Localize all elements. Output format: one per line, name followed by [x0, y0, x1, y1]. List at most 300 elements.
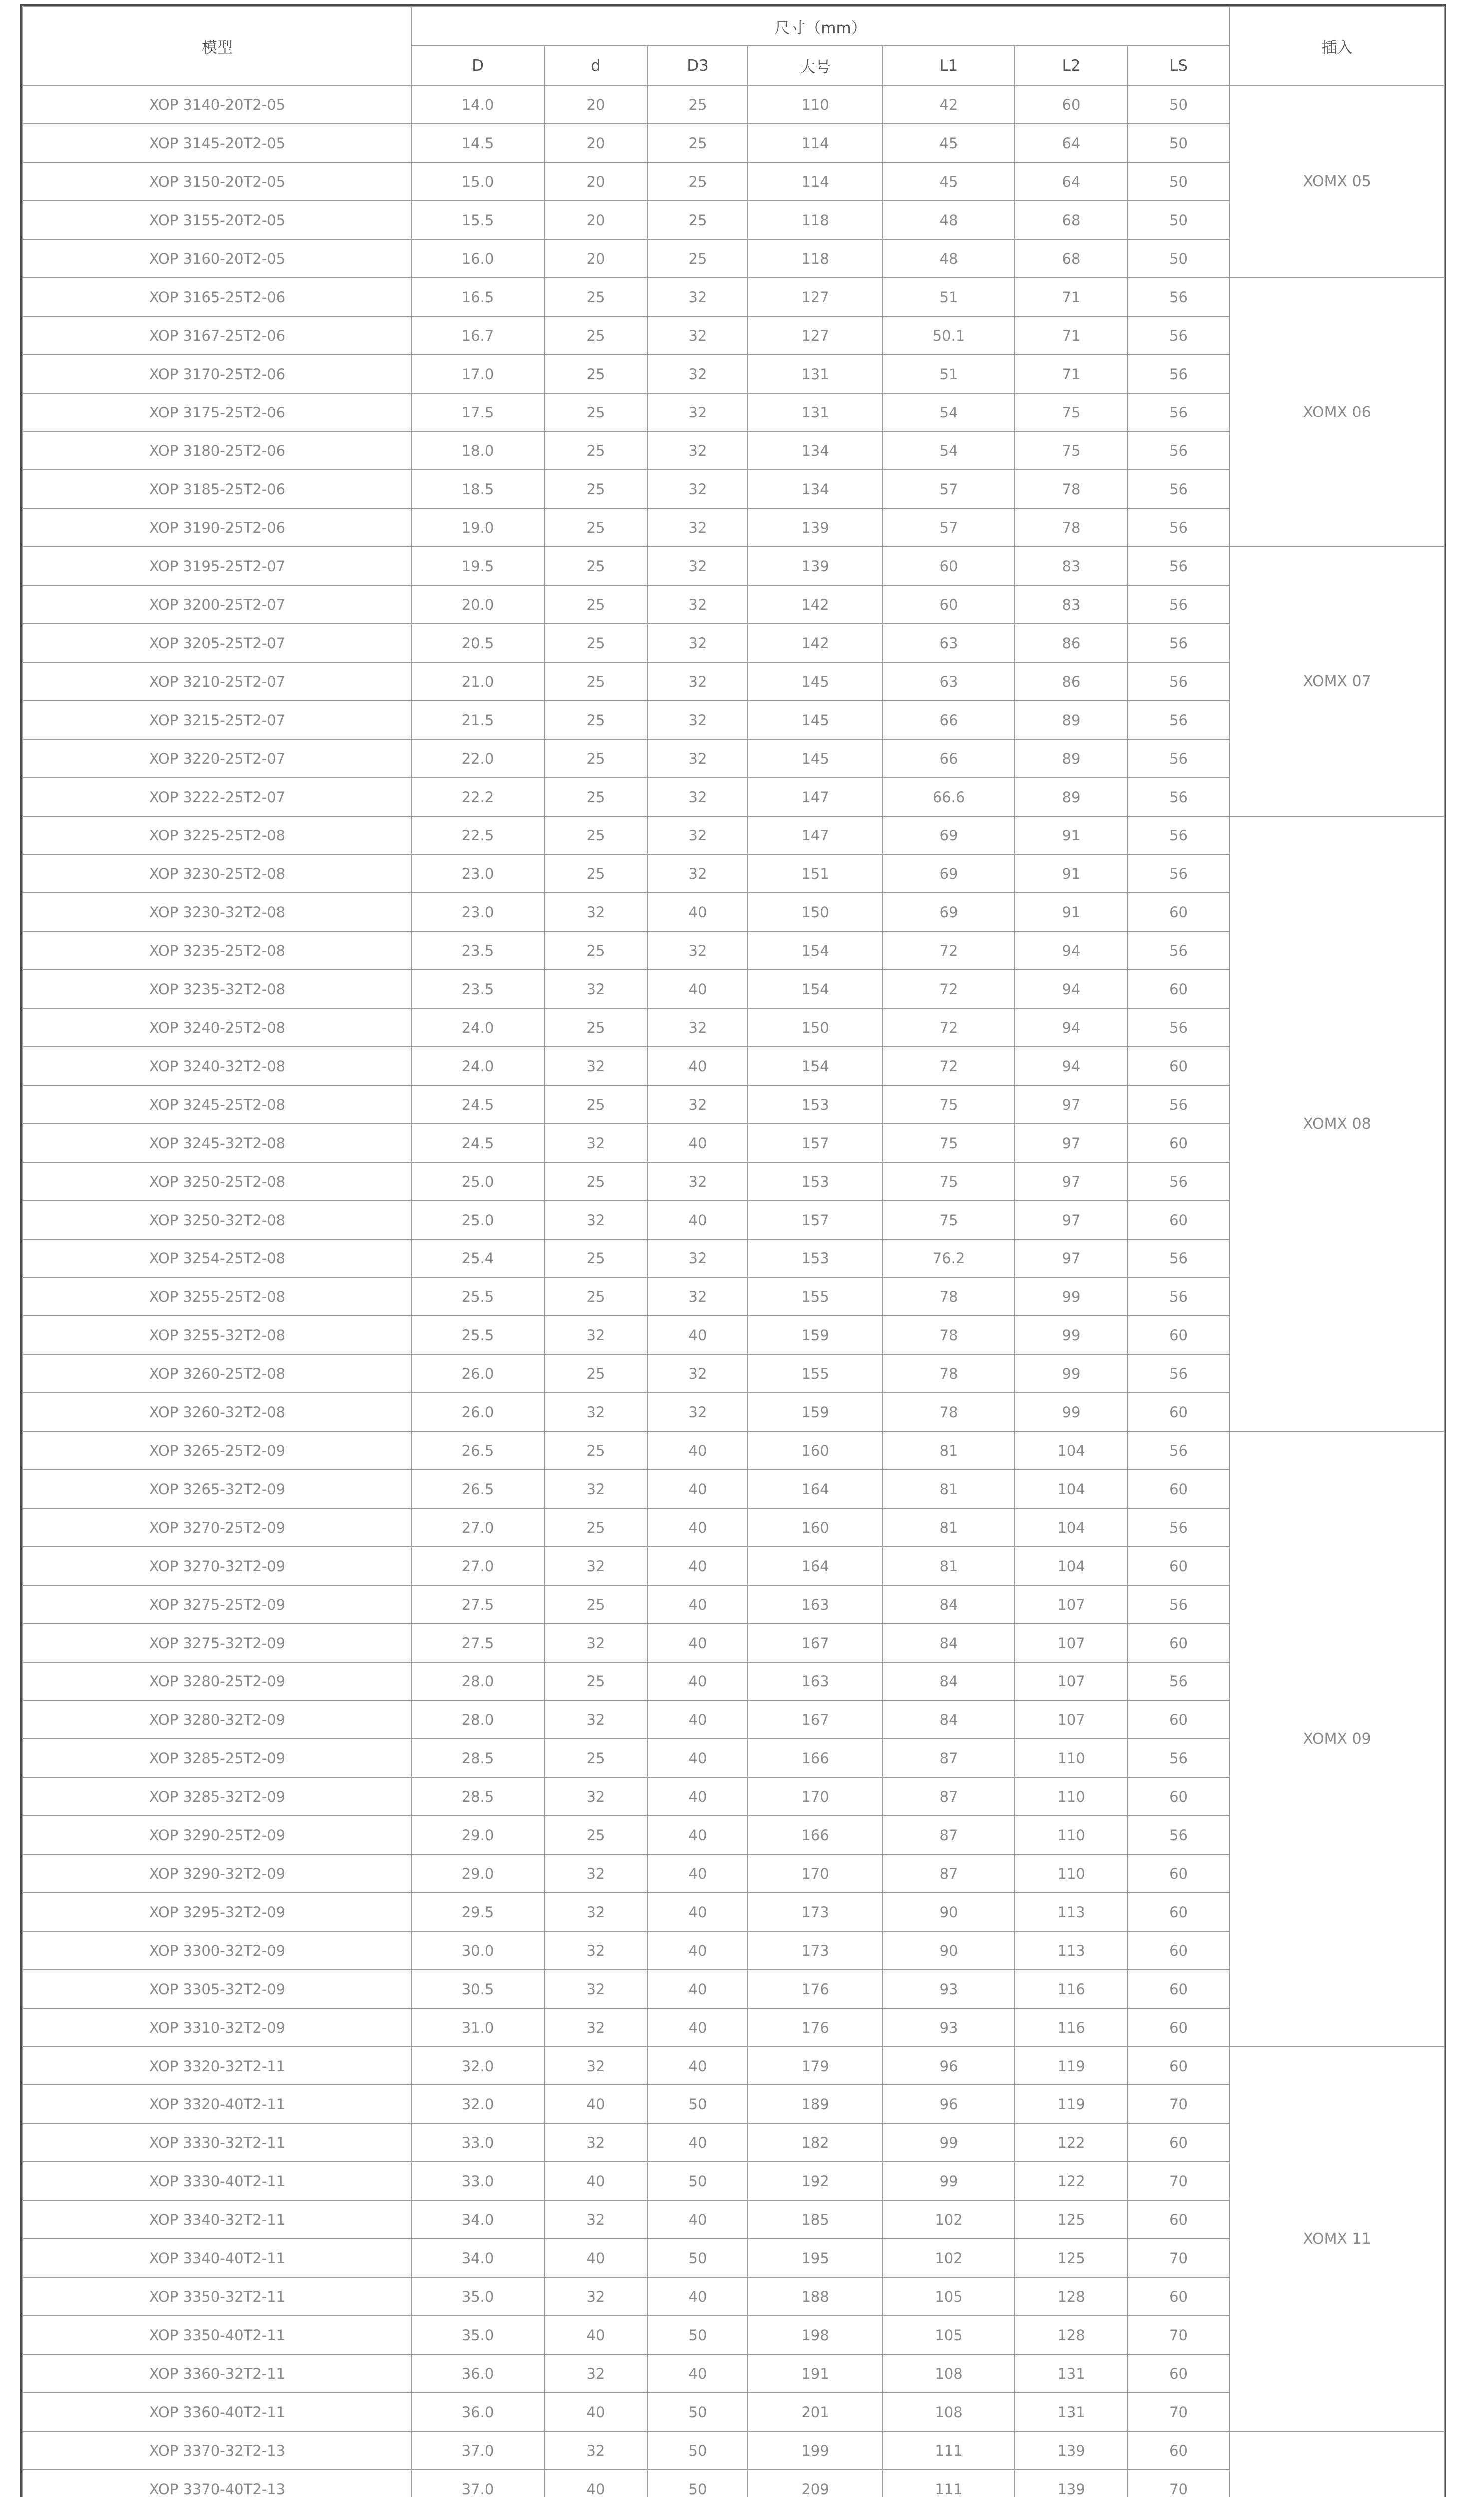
cell-L2: 110: [1015, 1816, 1127, 1854]
cell-size: 155: [748, 1277, 883, 1316]
cell-D3: 40: [647, 2200, 748, 2239]
cell-D: 19.0: [411, 508, 544, 547]
cell-L1: 81: [883, 1470, 1015, 1508]
cell-LS: 70: [1127, 2316, 1230, 2354]
cell-L1: 87: [883, 1739, 1015, 1777]
cell-size: 170: [748, 1854, 883, 1893]
cell-d: 32: [544, 2123, 647, 2162]
cell-model: XOP 3235-32T2-08: [23, 970, 411, 1008]
cell-D: 22.5: [411, 816, 544, 854]
header-L2: L2: [1015, 46, 1127, 85]
header-D3: D3: [647, 46, 748, 85]
cell-size: 154: [748, 931, 883, 970]
cell-D3: 32: [647, 1354, 748, 1393]
cell-D: 24.5: [411, 1124, 544, 1162]
cell-D3: 50: [647, 2316, 748, 2354]
cell-d: 20: [544, 124, 647, 162]
table-row: [23, 1431, 1444, 1470]
cell-d: 25: [544, 278, 647, 316]
cell-D: 28.0: [411, 1700, 544, 1739]
cell-size: 195: [748, 2239, 883, 2277]
cell-L2: 75: [1015, 393, 1127, 431]
cell-L1: 81: [883, 1431, 1015, 1470]
cell-size: 189: [748, 2085, 883, 2123]
cell-L2: 131: [1015, 2354, 1127, 2393]
cell-L2: 99: [1015, 1393, 1127, 1431]
cell-L2: 97: [1015, 1124, 1127, 1162]
cell-D3: 32: [647, 393, 748, 431]
cell-d: 32: [544, 1047, 647, 1085]
cell-d: 25: [544, 1354, 647, 1393]
cell-D: 14.5: [411, 124, 544, 162]
cell-D: 27.0: [411, 1547, 544, 1585]
cell-model: XOP 3260-25T2-08: [23, 1354, 411, 1393]
cell-LS: 56: [1127, 1585, 1230, 1624]
cell-D3: 25: [647, 162, 748, 201]
cell-D: 29.0: [411, 1854, 544, 1893]
cell-D3: 40: [647, 2354, 748, 2393]
cell-D3: 40: [647, 1700, 748, 1739]
cell-model: XOP 3230-32T2-08: [23, 893, 411, 931]
cell-L1: 72: [883, 931, 1015, 970]
cell-d: 25: [544, 1662, 647, 1700]
cell-L2: 91: [1015, 854, 1127, 893]
cell-insert: XOMX 05: [1230, 85, 1444, 278]
cell-L2: 116: [1015, 2008, 1127, 2047]
cell-LS: 60: [1127, 1124, 1230, 1162]
cell-d: 25: [544, 1739, 647, 1777]
cell-size: 154: [748, 970, 883, 1008]
cell-L2: 107: [1015, 1662, 1127, 1700]
cell-LS: 50: [1127, 239, 1230, 278]
cell-size: 134: [748, 431, 883, 470]
cell-size: 182: [748, 2123, 883, 2162]
cell-L1: 93: [883, 2008, 1015, 2047]
cell-size: 155: [748, 1354, 883, 1393]
cell-D3: 40: [647, 1508, 748, 1547]
cell-insert: XOMX 09: [1230, 1431, 1444, 2047]
cell-LS: 70: [1127, 2085, 1230, 2123]
cell-D: 32.0: [411, 2085, 544, 2123]
cell-D: 27.0: [411, 1508, 544, 1547]
cell-L2: 110: [1015, 1777, 1127, 1816]
cell-model: XOP 3175-25T2-06: [23, 393, 411, 431]
cell-d: 40: [544, 2393, 647, 2431]
cell-L1: 42: [883, 85, 1015, 124]
cell-L2: 119: [1015, 2047, 1127, 2085]
cell-size: 166: [748, 1816, 883, 1854]
cell-D: 25.0: [411, 1201, 544, 1239]
cell-D: 36.0: [411, 2354, 544, 2393]
cell-d: 25: [544, 547, 647, 585]
cell-d: 25: [544, 931, 647, 970]
cell-model: XOP 3140-20T2-05: [23, 85, 411, 124]
cell-model: XOP 3250-25T2-08: [23, 1162, 411, 1201]
cell-D3: 40: [647, 2047, 748, 2085]
cell-L1: 87: [883, 1854, 1015, 1893]
cell-D3: 40: [647, 970, 748, 1008]
cell-D: 34.0: [411, 2239, 544, 2277]
cell-d: 25: [544, 355, 647, 393]
table-row: [23, 816, 1444, 854]
cell-LS: 56: [1127, 1739, 1230, 1777]
cell-D3: 32: [647, 1085, 748, 1124]
cell-d: 32: [544, 1777, 647, 1816]
cell-D3: 40: [647, 1739, 748, 1777]
cell-D: 32.0: [411, 2047, 544, 2085]
cell-d: 25: [544, 1585, 647, 1624]
cell-size: 185: [748, 2200, 883, 2239]
cell-d: 25: [544, 1239, 647, 1277]
cell-d: 32: [544, 1931, 647, 1970]
cell-D3: 32: [647, 355, 748, 393]
cell-D: 24.0: [411, 1008, 544, 1047]
cell-model: XOP 3170-25T2-06: [23, 355, 411, 393]
cell-d: 25: [544, 393, 647, 431]
cell-d: 32: [544, 2431, 647, 2470]
cell-D3: 32: [647, 778, 748, 816]
cell-D: 28.5: [411, 1777, 544, 1816]
cell-size: 160: [748, 1431, 883, 1470]
cell-D3: 40: [647, 893, 748, 931]
cell-D3: 32: [647, 1393, 748, 1431]
cell-L1: 54: [883, 431, 1015, 470]
cell-L2: 104: [1015, 1508, 1127, 1547]
cell-L2: 110: [1015, 1739, 1127, 1777]
cell-model: XOP 3225-25T2-08: [23, 816, 411, 854]
cell-size: 118: [748, 239, 883, 278]
cell-L2: 91: [1015, 816, 1127, 854]
cell-d: 32: [544, 2047, 647, 2085]
cell-LS: 50: [1127, 162, 1230, 201]
cell-size: 134: [748, 470, 883, 508]
cell-LS: 60: [1127, 1316, 1230, 1354]
header-dimensions: 尺寸（mm）: [411, 7, 1230, 46]
cell-L2: 107: [1015, 1585, 1127, 1624]
cell-D3: 32: [647, 854, 748, 893]
cell-size: 150: [748, 1008, 883, 1047]
cell-model: XOP 3215-25T2-07: [23, 701, 411, 739]
cell-L2: 125: [1015, 2200, 1127, 2239]
cell-model: XOP 3340-40T2-11: [23, 2239, 411, 2277]
cell-insert: XOMX 06: [1230, 278, 1444, 547]
cell-L2: 60: [1015, 85, 1127, 124]
cell-L1: 57: [883, 470, 1015, 508]
cell-L1: 96: [883, 2085, 1015, 2123]
cell-L1: 69: [883, 893, 1015, 931]
cell-d: 40: [544, 2085, 647, 2123]
cell-L2: 83: [1015, 547, 1127, 585]
cell-model: XOP 3254-25T2-08: [23, 1239, 411, 1277]
cell-L1: 81: [883, 1508, 1015, 1547]
cell-size: 163: [748, 1585, 883, 1624]
cell-size: 192: [748, 2162, 883, 2200]
cell-d: 32: [544, 1470, 647, 1508]
cell-LS: 60: [1127, 1393, 1230, 1431]
cell-model: XOP 3275-32T2-09: [23, 1624, 411, 1662]
cell-D3: 40: [647, 1970, 748, 2008]
cell-LS: 56: [1127, 1162, 1230, 1201]
cell-L1: 111: [883, 2431, 1015, 2470]
cell-D3: 50: [647, 2431, 748, 2470]
cell-LS: 56: [1127, 701, 1230, 739]
cell-model: XOP 3245-25T2-08: [23, 1085, 411, 1124]
cell-L1: 72: [883, 970, 1015, 1008]
cell-model: XOP 3270-32T2-09: [23, 1547, 411, 1585]
cell-model: XOP 3350-32T2-11: [23, 2277, 411, 2316]
cell-model: XOP 3265-25T2-09: [23, 1431, 411, 1470]
cell-model: XOP 3285-25T2-09: [23, 1739, 411, 1777]
cell-LS: 60: [1127, 2277, 1230, 2316]
cell-d: 25: [544, 662, 647, 701]
cell-D: 31.0: [411, 2008, 544, 2047]
cell-LS: 56: [1127, 662, 1230, 701]
cell-LS: 60: [1127, 1047, 1230, 1085]
cell-L2: 131: [1015, 2393, 1127, 2431]
cell-insert: XOMX 08: [1230, 816, 1444, 1431]
cell-L1: 111: [883, 2470, 1015, 2497]
cell-LS: 60: [1127, 970, 1230, 1008]
cell-LS: 60: [1127, 2123, 1230, 2162]
cell-L1: 48: [883, 201, 1015, 239]
cell-D3: 50: [647, 2393, 748, 2431]
cell-LS: 60: [1127, 1893, 1230, 1931]
cell-L1: 45: [883, 124, 1015, 162]
cell-d: 40: [544, 2162, 647, 2200]
cell-LS: 50: [1127, 85, 1230, 124]
cell-size: 150: [748, 893, 883, 931]
cell-size: 160: [748, 1508, 883, 1547]
cell-d: 25: [544, 854, 647, 893]
cell-D3: 25: [647, 124, 748, 162]
table-row: [23, 278, 1444, 316]
cell-size: 147: [748, 778, 883, 816]
header-d: d: [544, 46, 647, 85]
cell-d: 32: [544, 2200, 647, 2239]
cell-D: 15.0: [411, 162, 544, 201]
cell-size: 154: [748, 1047, 883, 1085]
cell-LS: 56: [1127, 1277, 1230, 1316]
cell-D: 27.5: [411, 1585, 544, 1624]
cell-LS: 56: [1127, 624, 1230, 662]
cell-size: 164: [748, 1547, 883, 1585]
header-L1: L1: [883, 46, 1015, 85]
cell-L1: 60: [883, 547, 1015, 585]
cell-D3: 40: [647, 1547, 748, 1585]
cell-L1: 87: [883, 1816, 1015, 1854]
cell-L2: 68: [1015, 239, 1127, 278]
cell-L1: 45: [883, 162, 1015, 201]
cell-model: XOP 3320-40T2-11: [23, 2085, 411, 2123]
cell-model: XOP 3340-32T2-11: [23, 2200, 411, 2239]
cell-size: 118: [748, 201, 883, 239]
cell-L2: 71: [1015, 316, 1127, 355]
cell-D: 17.0: [411, 355, 544, 393]
cell-D: 24.0: [411, 1047, 544, 1085]
cell-model: XOP 3290-25T2-09: [23, 1816, 411, 1854]
cell-D: 25.4: [411, 1239, 544, 1277]
cell-model: XOP 3280-32T2-09: [23, 1700, 411, 1739]
cell-L1: 84: [883, 1700, 1015, 1739]
cell-model: XOP 3180-25T2-06: [23, 431, 411, 470]
cell-D: 24.5: [411, 1085, 544, 1124]
cell-model: XOP 3370-32T2-13: [23, 2431, 411, 2470]
cell-D3: 32: [647, 1239, 748, 1277]
cell-LS: 56: [1127, 854, 1230, 893]
cell-size: 159: [748, 1393, 883, 1431]
cell-LS: 60: [1127, 2200, 1230, 2239]
cell-L1: 99: [883, 2123, 1015, 2162]
cell-LS: 60: [1127, 1854, 1230, 1893]
cell-L2: 107: [1015, 1700, 1127, 1739]
cell-D3: 40: [647, 1854, 748, 1893]
cell-L2: 94: [1015, 1047, 1127, 1085]
cell-model: XOP 3350-40T2-11: [23, 2316, 411, 2354]
cell-L2: 97: [1015, 1201, 1127, 1239]
cell-model: XOP 3260-32T2-08: [23, 1393, 411, 1431]
cell-size: 145: [748, 739, 883, 778]
cell-D: 26.5: [411, 1470, 544, 1508]
cell-LS: 56: [1127, 470, 1230, 508]
cell-D3: 32: [647, 662, 748, 701]
cell-L2: 110: [1015, 1854, 1127, 1893]
cell-LS: 56: [1127, 931, 1230, 970]
cell-L2: 113: [1015, 1893, 1127, 1931]
cell-size: 110: [748, 85, 883, 124]
cell-d: 32: [544, 1316, 647, 1354]
cell-D3: 32: [647, 316, 748, 355]
cell-D3: 32: [647, 278, 748, 316]
spec-table: [22, 6, 1445, 2497]
cell-L2: 86: [1015, 624, 1127, 662]
cell-D: 29.0: [411, 1816, 544, 1854]
cell-size: 173: [748, 1893, 883, 1931]
cell-D: 29.5: [411, 1893, 544, 1931]
cell-LS: 60: [1127, 1931, 1230, 1970]
cell-D3: 32: [647, 816, 748, 854]
cell-D3: 40: [647, 1124, 748, 1162]
cell-size: 139: [748, 547, 883, 585]
cell-size: 201: [748, 2393, 883, 2431]
cell-L1: 50.1: [883, 316, 1015, 355]
cell-LS: 60: [1127, 1201, 1230, 1239]
cell-D: 37.0: [411, 2431, 544, 2470]
cell-L1: 78: [883, 1354, 1015, 1393]
cell-size: 176: [748, 1970, 883, 2008]
cell-L1: 84: [883, 1624, 1015, 1662]
cell-L2: 75: [1015, 431, 1127, 470]
cell-LS: 60: [1127, 1547, 1230, 1585]
cell-size: 153: [748, 1239, 883, 1277]
cell-LS: 60: [1127, 1624, 1230, 1662]
cell-model: XOP 3185-25T2-06: [23, 470, 411, 508]
cell-L2: 94: [1015, 1008, 1127, 1047]
cell-D: 21.0: [411, 662, 544, 701]
cell-model: XOP 3145-20T2-05: [23, 124, 411, 162]
cell-d: 32: [544, 2277, 647, 2316]
cell-D: 30.0: [411, 1931, 544, 1970]
cell-LS: 56: [1127, 431, 1230, 470]
cell-L2: 119: [1015, 2085, 1127, 2123]
cell-D: 20.0: [411, 585, 544, 624]
cell-d: 25: [544, 739, 647, 778]
cell-insert: XOMX 11: [1230, 2047, 1444, 2431]
cell-L1: 63: [883, 624, 1015, 662]
cell-size: 142: [748, 624, 883, 662]
cell-D3: 40: [647, 2008, 748, 2047]
cell-L1: 99: [883, 2162, 1015, 2200]
cell-D3: 40: [647, 1893, 748, 1931]
cell-model: XOP 3240-25T2-08: [23, 1008, 411, 1047]
cell-D3: 32: [647, 701, 748, 739]
cell-L2: 128: [1015, 2277, 1127, 2316]
cell-d: 25: [544, 1085, 647, 1124]
cell-d: 40: [544, 2239, 647, 2277]
cell-L1: 48: [883, 239, 1015, 278]
cell-L1: 78: [883, 1277, 1015, 1316]
cell-D: 22.2: [411, 778, 544, 816]
header-insert: 插入: [1230, 7, 1444, 85]
cell-size: 139: [748, 508, 883, 547]
cell-d: 25: [544, 316, 647, 355]
cell-size: 131: [748, 355, 883, 393]
cell-d: 25: [544, 470, 647, 508]
cell-size: 173: [748, 1931, 883, 1970]
cell-L2: 99: [1015, 1277, 1127, 1316]
table-body: [23, 85, 1444, 2497]
cell-L2: 78: [1015, 508, 1127, 547]
cell-size: 159: [748, 1316, 883, 1354]
table-row: [23, 2047, 1444, 2085]
cell-L2: 107: [1015, 1624, 1127, 1662]
cell-d: 20: [544, 162, 647, 201]
cell-D3: 32: [647, 624, 748, 662]
cell-D3: 32: [647, 585, 748, 624]
cell-D3: 40: [647, 1931, 748, 1970]
cell-D3: 50: [647, 2239, 748, 2277]
cell-size: 176: [748, 2008, 883, 2047]
cell-model: XOP 3255-25T2-08: [23, 1277, 411, 1316]
cell-D: 18.5: [411, 470, 544, 508]
cell-D3: 32: [647, 470, 748, 508]
cell-D: 28.5: [411, 1739, 544, 1777]
cell-L2: 83: [1015, 585, 1127, 624]
cell-L2: 78: [1015, 470, 1127, 508]
cell-L2: 89: [1015, 739, 1127, 778]
cell-D: 26.0: [411, 1354, 544, 1393]
cell-L1: 72: [883, 1047, 1015, 1085]
cell-L2: 71: [1015, 278, 1127, 316]
cell-model: XOP 3330-40T2-11: [23, 2162, 411, 2200]
cell-D: 20.5: [411, 624, 544, 662]
cell-model: XOP 3190-25T2-06: [23, 508, 411, 547]
cell-model: XOP 3155-20T2-05: [23, 201, 411, 239]
cell-size: 167: [748, 1624, 883, 1662]
cell-L1: 90: [883, 1893, 1015, 1931]
cell-d: 32: [544, 2008, 647, 2047]
cell-d: 32: [544, 1854, 647, 1893]
cell-LS: 56: [1127, 816, 1230, 854]
cell-LS: 56: [1127, 585, 1230, 624]
cell-L2: 97: [1015, 1085, 1127, 1124]
cell-L2: 91: [1015, 893, 1127, 931]
cell-model: XOP 3167-25T2-06: [23, 316, 411, 355]
table-row: [23, 85, 1444, 124]
cell-L1: 87: [883, 1777, 1015, 1816]
cell-LS: 60: [1127, 2008, 1230, 2047]
cell-L2: 104: [1015, 1431, 1127, 1470]
cell-L1: 51: [883, 355, 1015, 393]
